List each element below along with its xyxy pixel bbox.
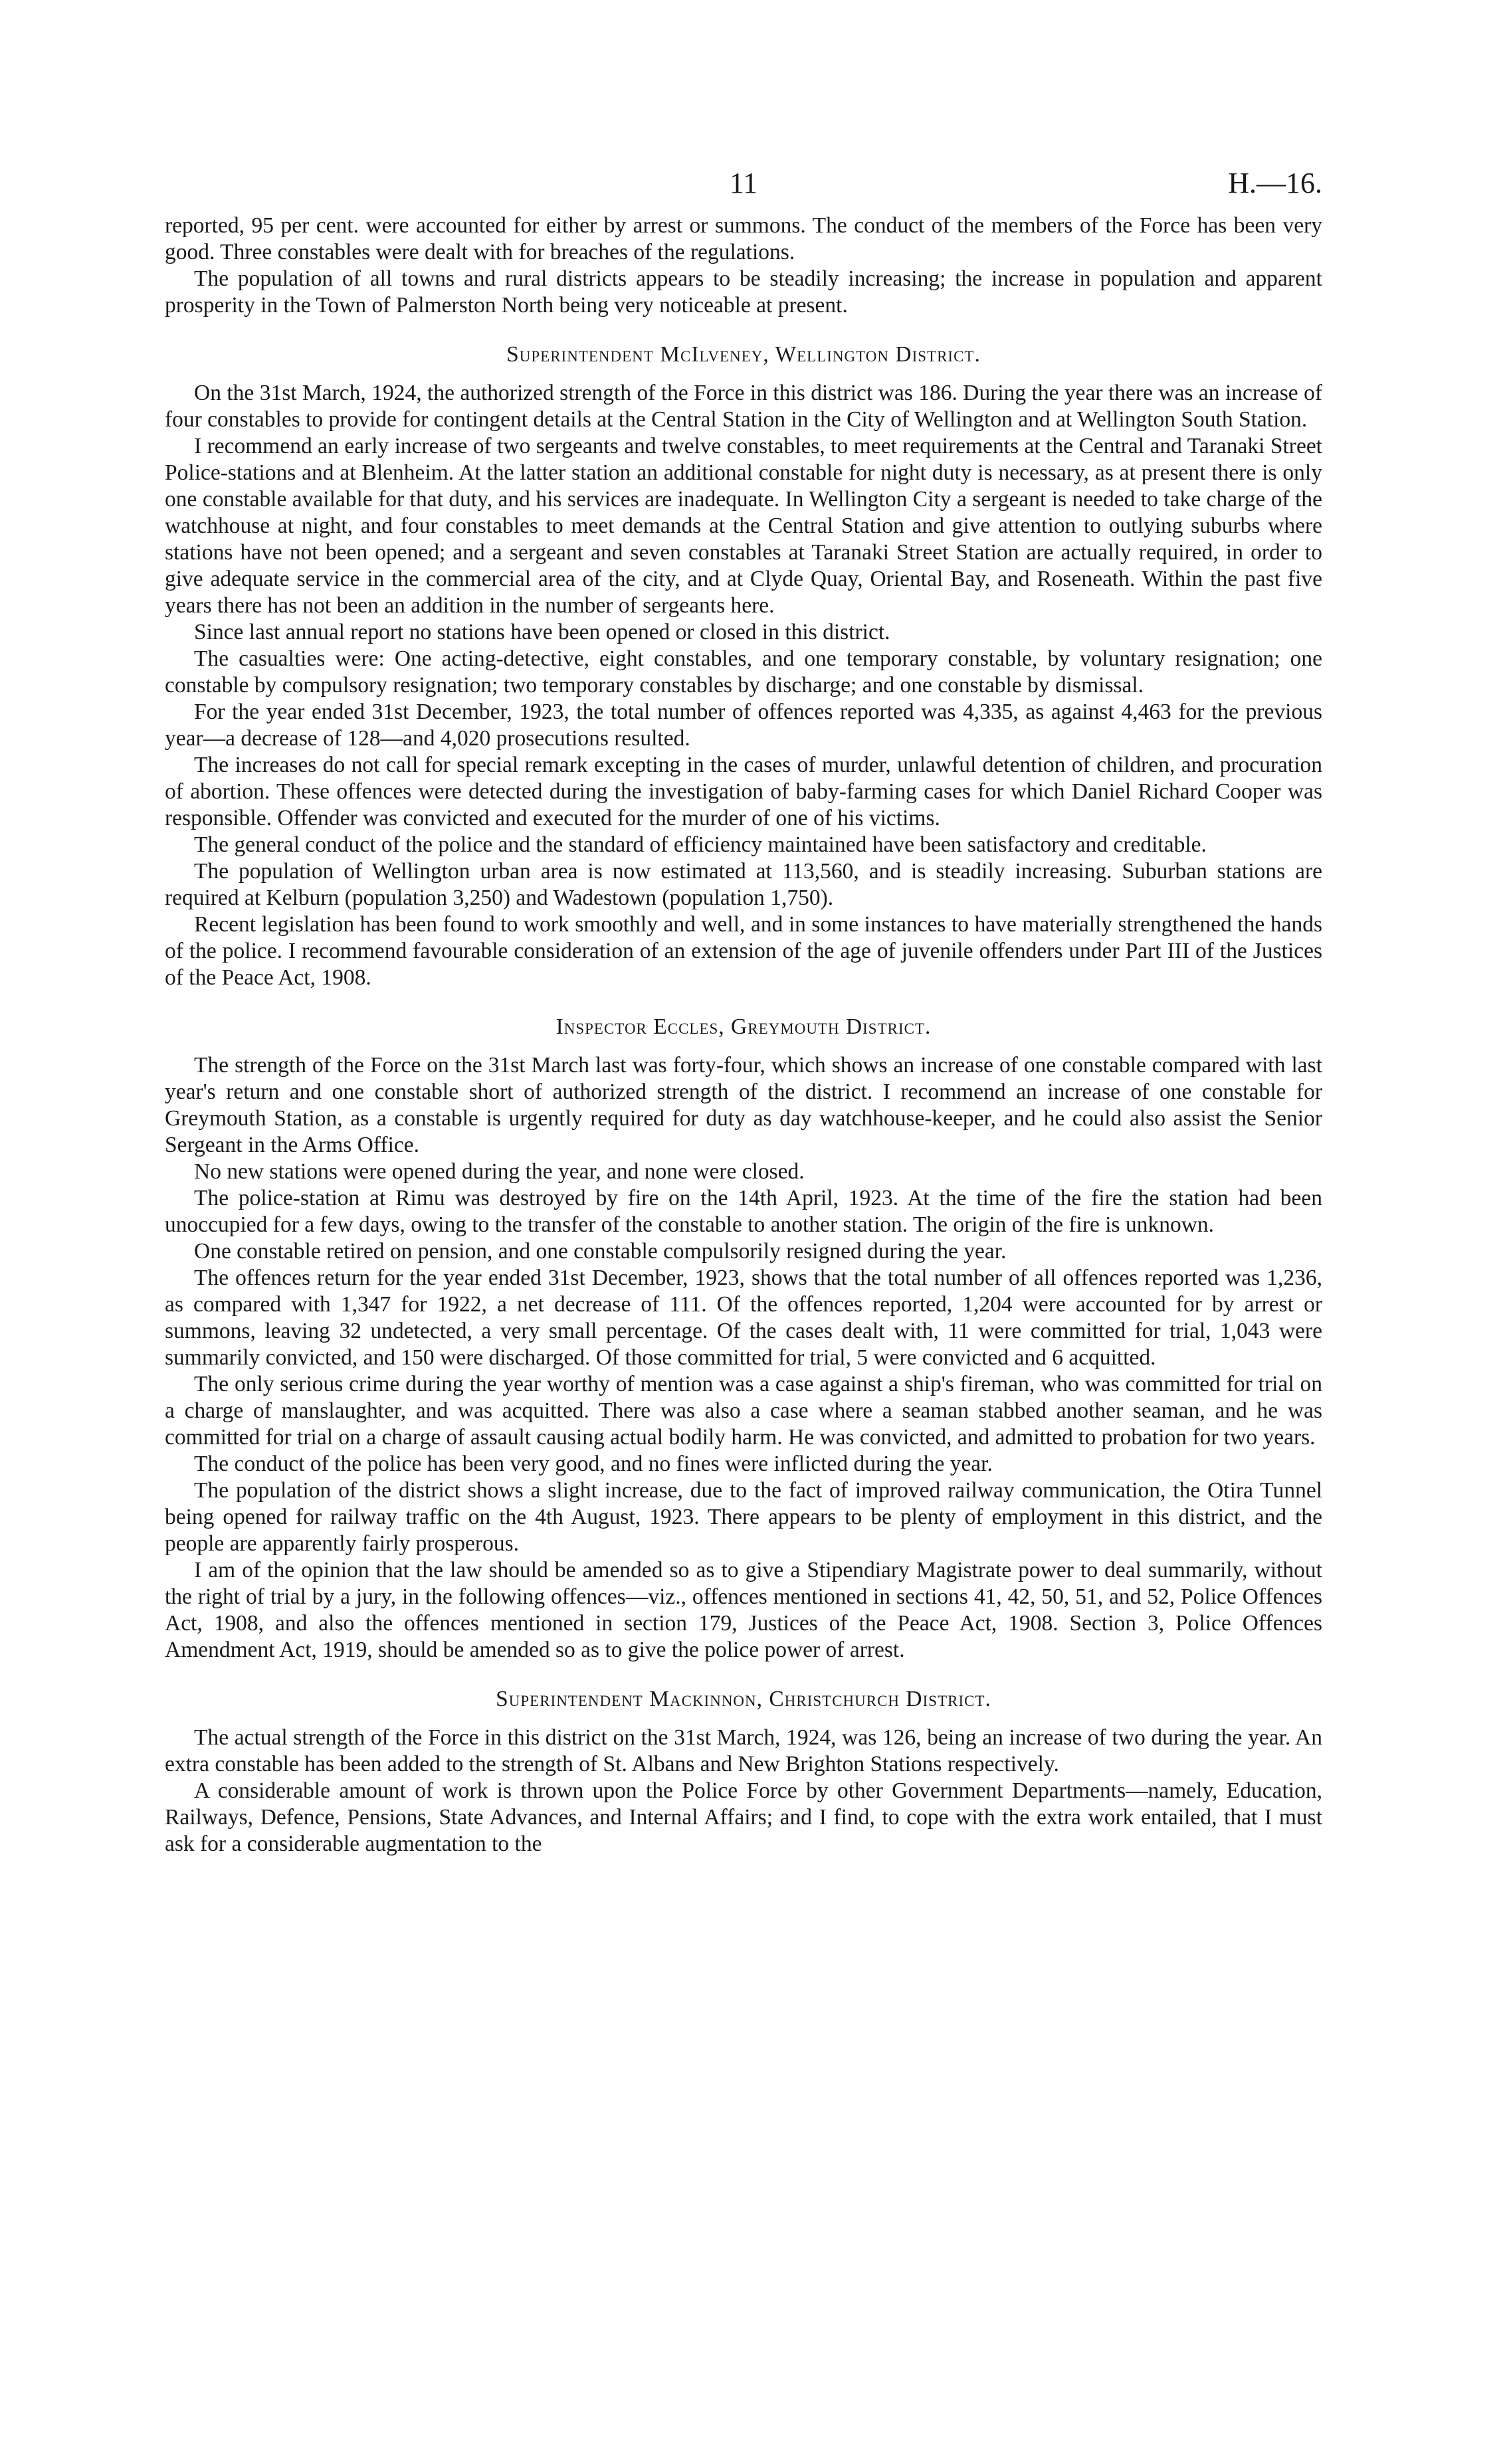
- section-heading-greymouth: Inspector Eccles, Greymouth District.: [555, 1014, 932, 1039]
- paragraph: The only serious crime during the year worthy of mention was a case against a ship's fireman, who was committed for trial on a charge of manslaughter, and was acquitted. There was also a case where a seaman stabbed another seaman, and he was committed for trial on a charge of assault causing actual bodily harm. He was convicted, and admitted to probation for two years.: [165, 1372, 1322, 1450]
- paragraph: The population of Wellington urban area is now estimated at 113,560, and is steadily increasing. Suburban stations are required at Kelburn (population 3,250) and Wadestown (population 1,750).: [165, 859, 1322, 910]
- paragraph: The actual strength of the Force in this district on the 31st March, 1924, was 126, being an increase of two during the year. An extra constable has been added to the strength of St. Albans and New Brighton Stations respectively.: [165, 1725, 1322, 1776]
- paragraph: On the 31st March, 1924, the authorized strength of the Force in this district was 186. During the year there was an increase of four constables to provide for contingent details at the Central Station in the City of Wellington and at Wellington South Station.: [165, 381, 1322, 432]
- paragraph: The offences return for the year ended 31st December, 1923, shows that the total number of all offences reported was 1,236, as compared with 1,347 for 1922, a net decrease of 111. Of the offences reported, 1,204 were accounted for by arrest or summons, leaving 32 undetected, a very small percentage. Of the cases dealt with, 11 were committed for trial, 1,043 were summarily convicted, and 150 were discharged. Of those committed for trial, 5 were convicted and 6 acquitted.: [165, 1266, 1322, 1370]
- section-heading-wellington: Superintendent McIlveney, Wellington District.: [506, 342, 981, 367]
- paragraph: The casualties were: One acting-detective, eight constables, and one temporary constable, by voluntary resignation; one constable by compulsory resignation; two temporary constables by discharge; and one constable by dismissal.: [165, 646, 1322, 698]
- paragraph: Recent legislation has been found to work smoothly and well, and in some instances to have materially strengthened the hands of the police. I recommend favourable consideration of an extension of the age of juvenile offenders under Part III of the Justices of the Peace Act, 1908.: [165, 912, 1322, 990]
- section-heading-christchurch: Superintendent Mackinnon, Christchurch District.: [496, 1687, 991, 1711]
- page-header: [165, 166, 1322, 213]
- paragraph: The increases do not call for special remark excepting in the cases of murder, unlawful detention of children, and procuration of abortion. These offences were detected during the investigation of baby-farming cases for which Daniel Richard Cooper was responsible. Offender was convicted and executed for the murder of one of his victims.: [165, 753, 1322, 830]
- paragraph: The population of all towns and rural districts appears to be steadily increasing; the increase in population and apparent prosperity in the Town of Palmerston North being very noticeable at present.: [165, 266, 1322, 318]
- paragraph: A considerable amount of work is thrown upon the Police Force by other Government Departments—namely, Education, Railways, Defence, Pensions, State Advances, and Internal Affairs; and I find, to cope with the extra work entailed, that I must ask for a considerable augmentation to the: [165, 1778, 1322, 1856]
- paragraph: The strength of the Force on the 31st March last was forty-four, which shows an increase of one constable compared with last year's return and one constable short of authorized strength of the district. I recommend an increase of one constable for Greymouth Station, as a constable is urgently required for duty as day watchhouse-keeper, and he could also assist the Senior Sergeant in the Arms Office.: [165, 1053, 1322, 1157]
- body-text: [165, 213, 1322, 1857]
- paragraph: The population of the district shows a slight increase, due to the fact of improved railway communication, the Otira Tunnel being opened for railway traffic on the 4th August, 1923. There appears to be plenty of employment in this district, and the people are apparently fairly prosperous.: [165, 1478, 1322, 1556]
- paragraph: The police-station at Rimu was destroyed by fire on the 14th April, 1923. At the time of the fire the station had been unoccupied for a few days, owing to the transfer of the constable to another station. The origin of the fire is unknown.: [165, 1186, 1322, 1237]
- paragraph: One constable retired on pension, and one constable compulsorily resigned during the year.: [194, 1239, 1007, 1264]
- paragraph: reported, 95 per cent. were accounted for either by arrest or summons. The conduct of the members of the Force has been very good. Three constables were dealt with for breaches of the regulations.: [165, 213, 1322, 264]
- paragraph: For the year ended 31st December, 1923, the total number of offences reported was 4,335, as against 4,463 for the previous year—a decrease of 128—and 4,020 prosecutions resulted.: [165, 700, 1322, 751]
- page-number: 11: [729, 167, 758, 199]
- paragraph: The general conduct of the police and the standard of efficiency maintained have been satisfactory and creditable.: [194, 832, 1207, 857]
- paragraph: Since last annual report no stations have been opened or closed in this district.: [194, 620, 890, 644]
- paragraph: No new stations were opened during the year, and none were closed.: [194, 1159, 805, 1184]
- paragraph: I am of the opinion that the law should be amended so as to give a Stipendiary Magistrate power to deal summarily, without the right of trial by a jury, in the following offences—viz., offences mentioned in sections 41, 42, 50, 51, and 52, Police Offences Act, 1908, and also the offences mentioned in section 179, Justices of the Peace Act, 1908. Section 3, Police Offences Amendment Act, 1919, should be amended so as to give the police power of arrest.: [165, 1558, 1322, 1662]
- document-reference: H.—16.: [1228, 167, 1322, 199]
- paragraph: The conduct of the police has been very good, and no fines were inflicted during the year.: [194, 1452, 993, 1476]
- paragraph: I recommend an early increase of two sergeants and twelve constables, to meet requirements at the Central and Taranaki Street Police-stations and at Blenheim. At the latter station an additional constable for night duty is necessary, as at present there is only one constable available for that duty, and his services are inadequate. In Wellington City a sergeant is needed to take charge of the watchhouse at night, and four constables to meet demands at the Central Station and give attention to outlying suburbs where stations have not been opened; and a sergeant and seven constables at Taranaki Street Station are actually required, in order to give adequate service in the commercial area of the city, and at Clyde Quay, Oriental Bay, and Roseneath. Within the past five years there has not been an addition in the number of sergeants here.: [165, 434, 1322, 618]
- document-page: [165, 166, 1322, 1857]
